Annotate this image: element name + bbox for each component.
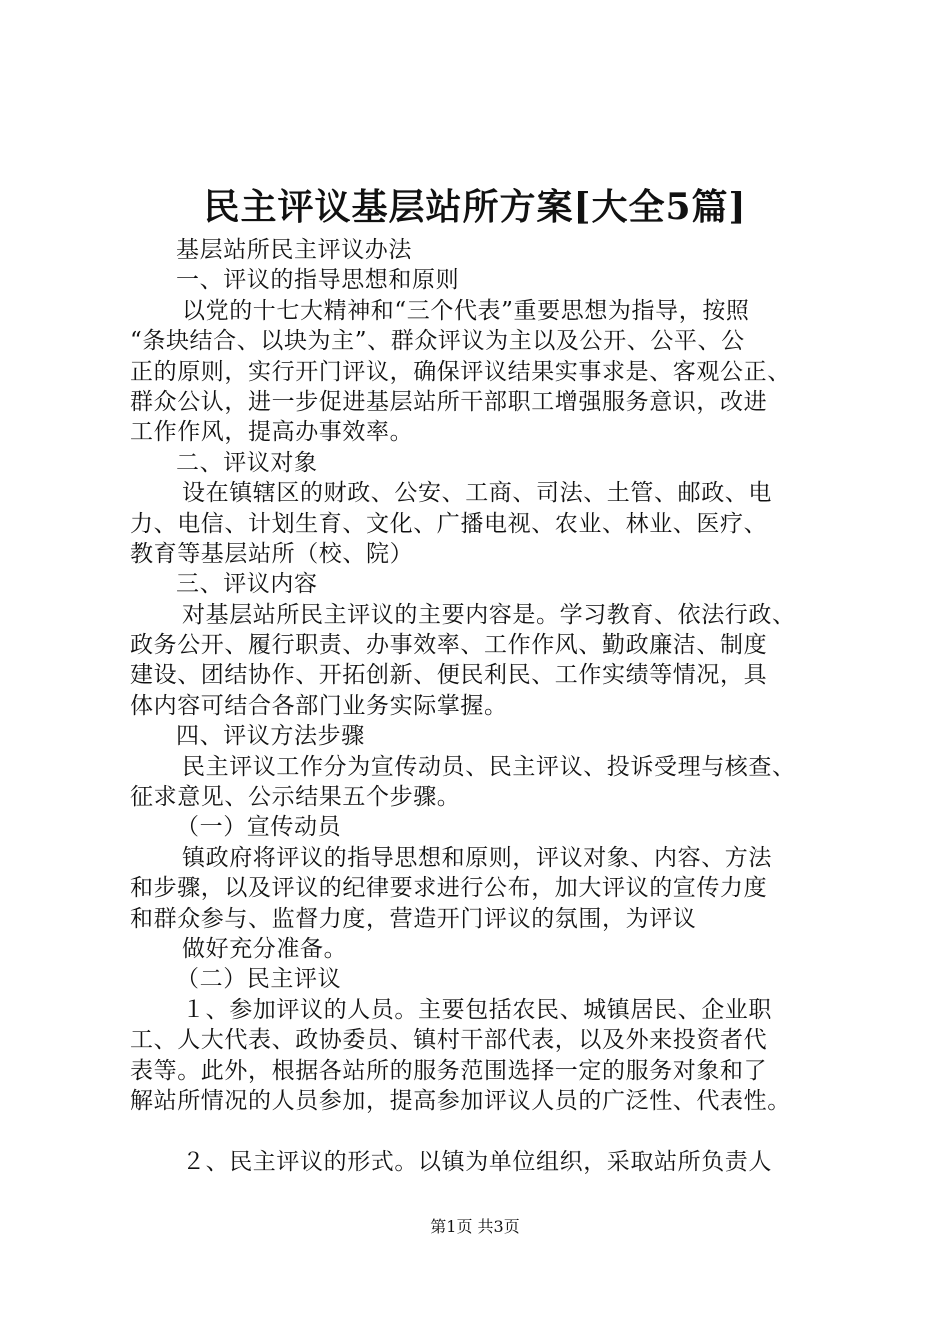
paragraph-line: 设在镇辖区的财政、公安、工商、司法、土管、邮政、电 (182, 480, 772, 507)
paragraph-line: 政务公开、履行职责、办事效率、工作作风、勤政廉洁、制度 (130, 632, 768, 659)
paragraph-line: １、参加评议的人员。主要包括农民、城镇居民、企业职 (182, 996, 772, 1023)
paragraph-line: （二）民主评议 (176, 966, 342, 993)
paragraph-line: 工作作风，提高办事效率。 (130, 419, 414, 446)
document-body (130, 235, 845, 1177)
paragraph-line: 体内容可结合各部门业务实际掌握。 (130, 692, 508, 719)
paragraph-line: 做好充分准备。 (182, 935, 348, 962)
paragraph-line: 群众公认，进一步促进基层站所干部职工增强服务意识，改进 (130, 388, 768, 415)
paragraph-line: 四、评议方法步骤 (176, 723, 365, 750)
paragraph-line: 力、电信、计划生育、文化、广播电视、农业、林业、医疗、 (130, 510, 768, 537)
paragraph-line: 对基层站所民主评议的主要内容是。学习教育、依法行政、 (182, 601, 796, 628)
paragraph-line: 教育等基层站所（校、院） (130, 540, 414, 567)
paragraph-line: 解站所情况的人员参加，提高参加评议人员的广泛性、代表性。 (130, 1087, 791, 1114)
paragraph-line: ２、民主评议的形式。以镇为单位组织，采取站所负责人 (182, 1148, 772, 1175)
paragraph-line: （一）宣传动员 (176, 814, 342, 841)
paragraph-line: 以党的十七大精神和“三个代表”重要思想为指导，按照 (182, 297, 750, 324)
paragraph-line: 和群众参与、监督力度，营造开门评议的氛围，为评议 (130, 905, 697, 932)
paragraph-line: 二、评议对象 (176, 449, 318, 476)
paragraph-line: 一、评议的指导思想和原则 (176, 267, 460, 294)
paragraph-line: 三、评议内容 (176, 571, 318, 598)
page-title: 民主评议基层站所方案[大全5篇] (203, 186, 747, 228)
paragraph-line: 镇政府将评议的指导思想和原则，评议对象、内容、方法 (182, 844, 772, 871)
paragraph-line: “条块结合、以块为主”、群众评议为主以及公开、公平、公 (130, 328, 745, 355)
paragraph-line: 表等。此外，根据各站所的服务范围选择一定的服务对象和了 (130, 1057, 768, 1084)
paragraph-line: 基层站所民主评议办法 (176, 237, 412, 263)
page-footer: 第1页 共3页 (430, 1217, 520, 1236)
paragraph-line: 和步骤，以及评议的纪律要求进行公布，加大评议的宣传力度 (130, 875, 768, 902)
paragraph-line: 征求意见、公示结果五个步骤。 (130, 784, 461, 811)
paragraph-line: 民主评议工作分为宣传动员、民主评议、投诉受理与核查、 (182, 753, 796, 780)
paragraph-line (130, 1116, 845, 1146)
paragraph-line: 建设、团结协作、开拓创新、便民利民、工作实绩等情况，具 (130, 662, 768, 689)
paragraph-line: 正的原则，实行开门评议，确保评议结果实事求是、客观公正、 (130, 358, 791, 385)
paragraph-line: 工、人大代表、政协委员、镇村干部代表，以及外来投资者代 (130, 1027, 768, 1054)
